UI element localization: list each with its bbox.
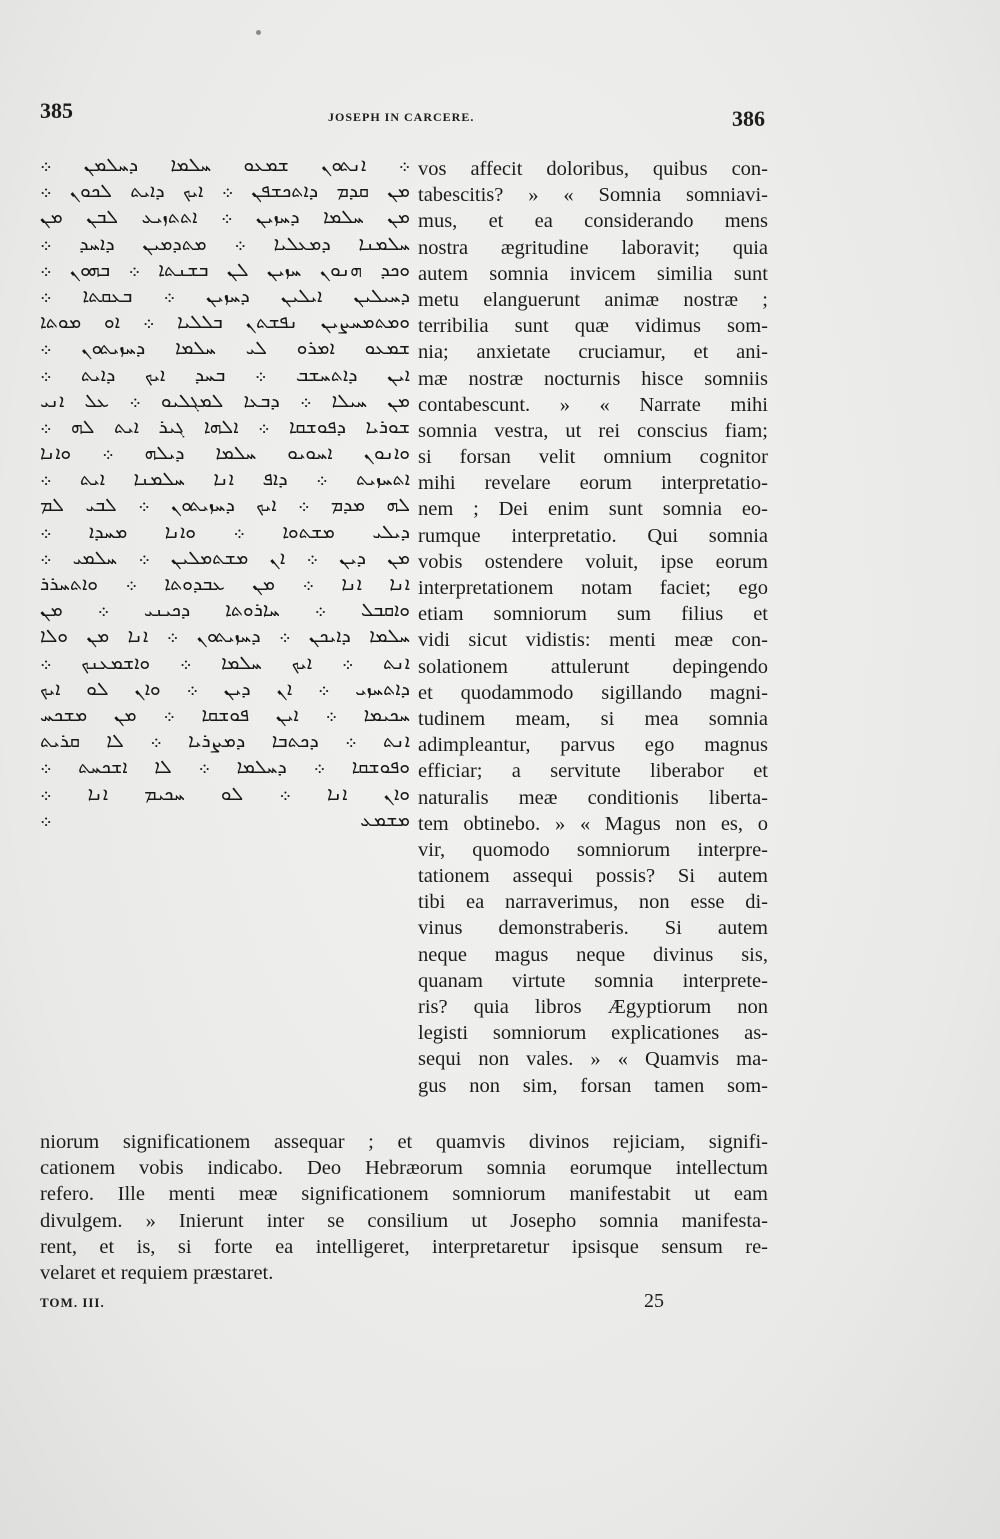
- syriac-text-line: ܐܝܢ ܕܐܬܚܫܒ ܀ ܒܚܕ ܐܝܟ ܕܐܝܬ ܀: [40, 363, 410, 386]
- latin-text-line: nem ; Dei enim sunt somnia eo-: [418, 498, 768, 521]
- latin-text-line: mæ nostræ nocturnis hisce somniis: [418, 367, 768, 390]
- latin-text-line: niorum significationem assequar ; et quamvis divinos rejiciam, signifi-: [40, 1131, 768, 1153]
- syriac-text-line: ܠܗ ܡܕܡ ܀ ܐܝܟ ܕܚܙܝܬܘܢ ܀ ܠܒܝ ܠܡ: [40, 494, 410, 517]
- latin-text-line: sequi non vales. » « Quamvis ma-: [418, 1048, 768, 1071]
- latin-text-line: tem obtinebo. » « Magus non es, o: [418, 812, 768, 835]
- syriac-text-line: ܡܢ ܚܠܡܐ ܕܚܙܝܢ ܀ ܐܬܬܙܝܥ ܠܒܢ ܡܢ: [40, 206, 410, 229]
- syriac-text-line: ܡܫܡܥ ܀: [40, 808, 410, 831]
- signature-mark: TOM. III.: [40, 1295, 105, 1310]
- latin-text-line: contabescunt. » « Narrate mihi: [418, 393, 768, 416]
- latin-text-line: etiam somniorum sum filius et: [418, 603, 768, 626]
- page-header: [40, 98, 770, 138]
- latin-text-line: tationem assequi possis? Si autem: [418, 865, 768, 888]
- running-title: JOSEPH IN CARCERE.: [328, 110, 475, 124]
- latin-text-line: mus, et ea considerando mens: [418, 210, 768, 233]
- full-width-paragraph: [40, 1129, 768, 1286]
- latin-text-line: metu elanguerunt animæ nostræ ;: [418, 288, 768, 311]
- latin-text-line: gus non sim, forsan tamen som-: [418, 1074, 768, 1097]
- latin-text-line: naturalis meæ conditionis liberta-: [418, 786, 768, 809]
- latin-text-line: refero. Ille menti meæ significationem somniorum manifestabit ut eam: [40, 1183, 768, 1206]
- syriac-text-line: ܫܡܥܘ ܐܡܪܘ ܠܝ ܚܠܡܐ ܕܚܙܝܬܘܢ ܀: [40, 337, 410, 360]
- latin-text-line: rumque interpretatio. Qui somnia: [418, 524, 768, 547]
- syriac-text-line: ܚܠܡܐ ܕܐܝܟܢ ܀ ܕܚܙܝܬܘܢ ܀ ܐܢܐ ܡܢ ܘܠܐ: [40, 625, 410, 648]
- latin-text-line: tabescitis? » « Somnia somniavi-: [418, 184, 768, 207]
- latin-text-line: quanam virtute somnia interprete-: [418, 969, 768, 992]
- page-number-right: 386: [732, 106, 765, 131]
- syriac-text-line: ܘܟܕ ܗܢܘܢ ܚܙܝܢ ܠܢ ܒܫܢܬܐ ܀ ܒܗܘܢ ܀: [40, 258, 410, 281]
- latin-text-line: et quodammodo sigillando magni-: [418, 681, 768, 704]
- latin-text-line: vinus demonstraberis. Si autem: [418, 917, 768, 940]
- syriac-text-line: ܐܢܬ ܀ ܐܝܟ ܚܠܡܐ ܀ ܘܐܫܡܥܢܟ ܀: [40, 651, 410, 674]
- latin-text-line: neque magus neque divinus sis,: [418, 943, 768, 966]
- syriac-text-line: ܡܢ ܩܕܡ ܕܐܬܟܫܦܢ ܀ ܐܝܟ ܕܐܝܬ ܠܟܘܢ ܀: [40, 180, 410, 203]
- syriac-text-line: ܕܝܠܝ ܡܫܬܘܐ ܀ ܘܐܢܐ ܡܚܕܐ ܀: [40, 520, 410, 543]
- syriac-text-line: ܘܦܘܫܩܐ ܀ ܕܚܠܡܐ ܀ ܠܐ ܐܫܟܚܬ ܀: [40, 756, 410, 779]
- latin-text-line: tudinem meam, si mea somnia: [418, 707, 768, 730]
- latin-text-line: vos affecit doloribus, quibus con-: [418, 158, 768, 180]
- latin-text-line: legisti somniorum explicationes as-: [418, 1022, 768, 1045]
- syriac-text-line: ܕܚܝܠܝܢ ܐܝܠܝܢ ܕܚܙܝܢ ܀ ܒܥܩܬܐ ܀: [40, 284, 410, 307]
- latin-text-line: vobis ostendere voluit, ipse eorum: [418, 550, 768, 573]
- latin-text-line: nostra ægritudine laboravit; quia: [418, 236, 768, 259]
- syriac-text-line: ܐܢܬ ܀ ܕܟܬܒܐ ܕܡܨܪܝܐ ܀ ܠܐ ܩܪܝܬ: [40, 730, 410, 753]
- latin-text-line: mihi revelare eorum interpretatio-: [418, 472, 768, 495]
- latin-text-line: vir, quomodo somniorum interpre-: [418, 838, 768, 861]
- latin-text-line: autem somnia invicem similia sunt: [418, 262, 768, 285]
- latin-text-line: velaret et requiem præstaret.: [40, 1261, 274, 1284]
- syriac-text-line: ܚܠܡܢܐ ܕܡܥܠܝܐ ܀ ܡܬܕܡܝܢ ܕܐܚܕ ܀: [40, 232, 410, 255]
- latin-text-line: rent, et is, si forte ea intelligeret, interpretaretur ipsisque sensum re-: [40, 1235, 768, 1258]
- latin-text-line: nia; anxietate cruciamur, et ani-: [418, 341, 768, 364]
- latin-text-line: si forsan velit omnium cognitor: [418, 446, 768, 469]
- latin-text-column: [418, 156, 768, 1099]
- latin-text-line: solationem attulerunt depingendo: [418, 655, 768, 678]
- syriac-text-line: ܘܐܩܒܠ ܀ ܚܐܪܘܬܐ ܕܟܝܢܝ ܀ ܡܢ: [40, 599, 410, 622]
- ink-speck: [256, 30, 261, 35]
- latin-text-line: terribilia sunt quæ vidimus som-: [418, 315, 768, 338]
- syriac-text-line: ܘܡܬܡܚܨܝܢ ܢܦܫܬܢ ܒܠܠܝܐ ܀ ܐܘ ܡܘܬܐ: [40, 311, 410, 334]
- syriac-text-line: ܫܘܪܝܐ ܕܦܘܫܩܐ ܀ ܐܠܗܐ ܓܝܪ ܐܝܬ ܠܗ ܀: [40, 415, 410, 438]
- page-number-left: 385: [40, 98, 73, 123]
- latin-text-line: cationem vobis indicabo. Deo Hebræorum somnia eorumque intellectum: [40, 1157, 768, 1180]
- syriac-text-line: ܚܟܝܡܐ ܀ ܐܝܢ ܦܘܫܩܐ ܀ ܡܢ ܡܫܟܚ: [40, 703, 410, 726]
- gathering-number: 25: [644, 1290, 664, 1312]
- syriac-text-line: ܘܐܢ ܐܢܐ ܀ ܠܘ ܚܟܝܡ ܐܢܐ ܀: [40, 782, 410, 805]
- syriac-text-line: ܀ ܐܢܬܘܢ ܫܡܥܘ ܚܠܡܐ ܕܚܠܡܢ ܀: [40, 154, 410, 176]
- syriac-text-line: ܡܢ ܕܝܢ ܀ ܐܢ ܡܫܬܡܠܝܢ ܀ ܚܠܡܝ ܀: [40, 546, 410, 569]
- syriac-text-line: ܘܐܢܘܢ ܐܚܘܝܘ ܚܠܡܐ ܕܝܠܗ ܀ ܘܐܢܐ: [40, 442, 410, 465]
- syriac-text-line: ܡܢ ܚܝܠܐ ܀ ܕܒܥܐ ܠܡܓܠܝܘ ܀ ܥܠ ܐܢܝ: [40, 389, 410, 412]
- latin-text-line: vidi sicut vidistis: menti meæ con-: [418, 629, 768, 652]
- syriac-text-line: ܐܬܚܙܝܬ ܀ ܕܐܦ ܐܢܐ ܚܠܡܢܐ ܐܝܬ ܀: [40, 468, 410, 491]
- latin-text-line: adimpleantur, parvus ego magnus: [418, 734, 768, 757]
- latin-text-line: tibi ea narraverimus, non esse di-: [418, 891, 768, 914]
- syriac-text-line: ܕܐܬܚܙܝ ܀ ܐܢ ܕܝܢ ܀ ܘܐܢ ܠܘ ܐܝܟ: [40, 677, 410, 700]
- latin-text-line: efficiar; a servitute liberabor et: [418, 760, 768, 783]
- syriac-text-line: ܐܢܐ ܐܢܐ ܀ ܡܢ ܥܒܕܘܬܐ ܀ ܘܐܬܚܪܪ: [40, 573, 410, 595]
- latin-text-line: somnia vestra, ut rei conscius fiam;: [418, 419, 768, 442]
- latin-text-line: interpretationem notam faciet; ego: [418, 577, 768, 599]
- syriac-text-column: [40, 152, 410, 833]
- latin-text-line: divulgem. » Inierunt inter se consilium ut Josepho somnia manifesta-: [40, 1209, 768, 1232]
- latin-text-line: ris? quia libros Ægyptiorum non: [418, 996, 768, 1018]
